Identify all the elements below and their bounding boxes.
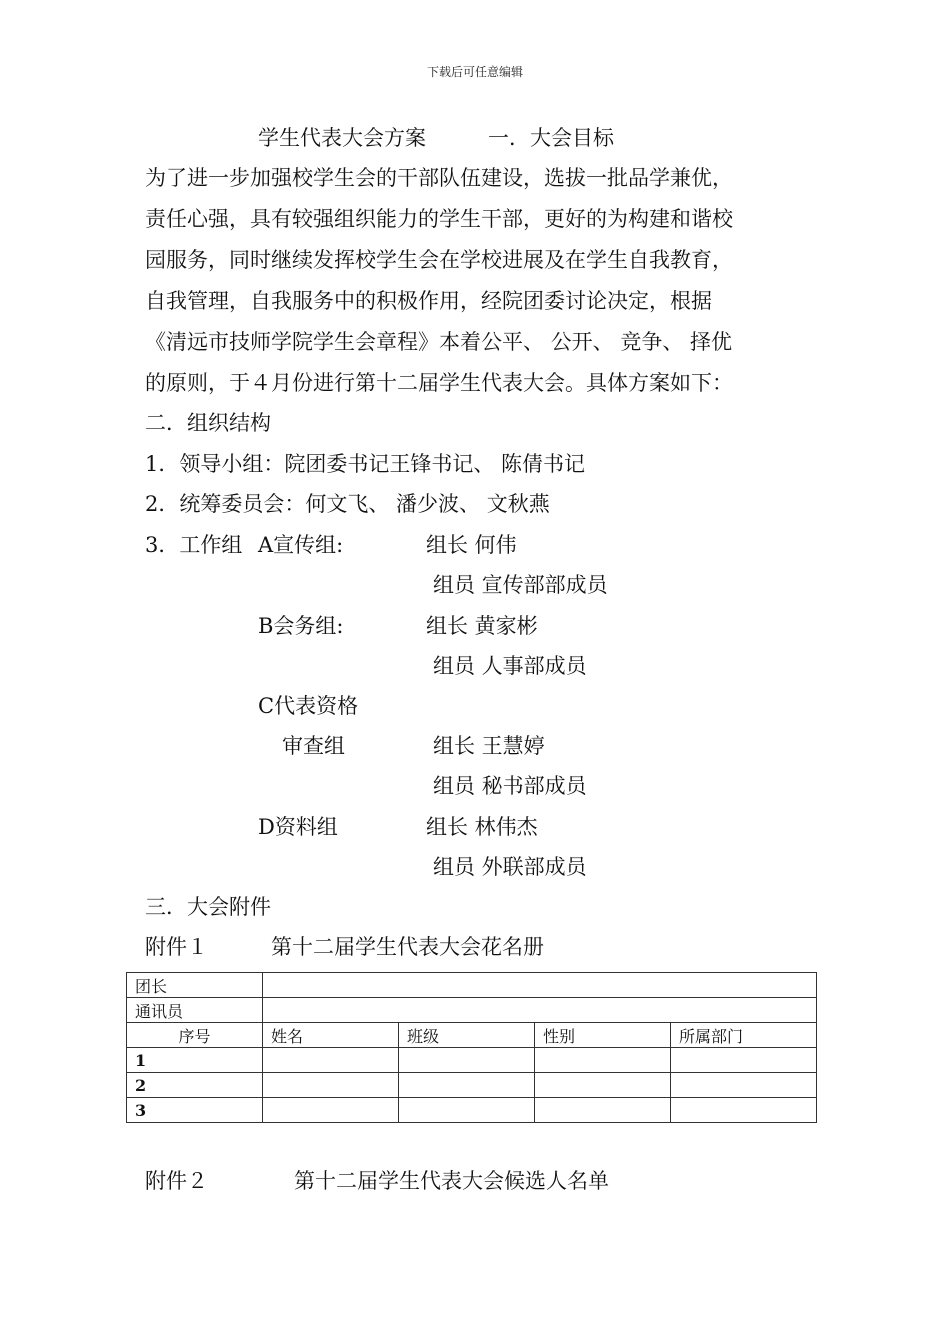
column-header-gender: 性别 (535, 1023, 671, 1048)
table-cell (535, 1098, 671, 1123)
group-c-members: 组员 秘书部成员 (433, 774, 587, 798)
table-cell (671, 1098, 817, 1123)
group-a-members: 组员 宣传部部成员 (433, 573, 608, 597)
column-header-class: 班级 (399, 1023, 535, 1048)
row-number: 3 (127, 1098, 263, 1123)
correspondent-label-cell: 通讯员 (127, 998, 263, 1023)
attachment-2-title: 第十二届学生代表大会候选人名单 (294, 1169, 609, 1193)
attachment-1-label: 附件１ (145, 935, 208, 959)
table-cell (671, 1073, 817, 1098)
table-cell (263, 1098, 399, 1123)
table-row (127, 1098, 817, 1123)
work-group-label: 3．工作组 (145, 533, 243, 557)
roster-table (126, 972, 817, 1123)
column-header-department: 所属部门 (671, 1023, 817, 1048)
document-title: 学生代表大会方案 (258, 126, 426, 150)
group-b-name: B会务组: (258, 614, 344, 638)
table-cell (399, 1073, 535, 1098)
leadership-group: 1．领导小组：院团委书记王锋书记、 陈倩书记 (145, 452, 586, 476)
leader-value-cell (263, 973, 817, 998)
intro-line: 为了进一步加强校学生会的干部队伍建设，选拔一批品学兼优， (145, 166, 733, 190)
column-header-name: 姓名 (263, 1023, 399, 1048)
attachment-2-label: 附件２ (145, 1169, 208, 1193)
coordination-committee: 2．统筹委员会：何文飞、 潘少波、 文秋燕 (145, 492, 550, 516)
table-cell (535, 1073, 671, 1098)
table-cell (263, 1073, 399, 1098)
group-c-name-cont: 审查组 (282, 734, 345, 758)
group-a-leader: 组长 何伟 (426, 533, 517, 557)
table-cell (263, 1048, 399, 1073)
section-2-heading: 二．组织结构 (145, 411, 271, 435)
table-cell (671, 1048, 817, 1073)
intro-line: 《清远市技师学院学生会章程》本着公平、 公开、 竞争、 择优 (145, 330, 733, 354)
row-number: 1 (127, 1048, 263, 1073)
table-cell (399, 1098, 535, 1123)
column-header-number: 序号 (127, 1023, 263, 1048)
intro-line: 的原则，于４月份进行第十二届学生代表大会。具体方案如下： (145, 371, 733, 395)
intro-line: 自我管理，自我服务中的积极作用，经院团委讨论决定，根据 (145, 289, 712, 313)
intro-line: 责任心强，具有较强组织能力的学生干部，更好的为构建和谐校 (145, 207, 733, 231)
table-cell (399, 1048, 535, 1073)
group-c-name: C代表资格 (258, 694, 359, 718)
intro-line: 园服务，同时继续发挥校学生会在学校进展及在学生自我教育， (145, 248, 733, 272)
group-d-leader: 组长 林伟杰 (426, 815, 538, 839)
table-cell (535, 1048, 671, 1073)
page-header-note: 下载后可任意编辑 (426, 65, 523, 79)
table-row (127, 973, 817, 998)
table-row (127, 1073, 817, 1098)
section-3-heading: 三．大会附件 (145, 895, 271, 919)
attachment-1-title: 第十二届学生代表大会花名册 (271, 935, 544, 959)
section-1-heading: 一．大会目标 (488, 126, 614, 150)
table-row (127, 998, 817, 1023)
group-b-leader: 组长 黄家彬 (426, 614, 538, 638)
group-d-members: 组员 外联部成员 (433, 855, 587, 879)
table-header-row (127, 1023, 817, 1048)
group-b-members: 组员 人事部成员 (433, 654, 587, 678)
group-c-leader: 组长 王慧婷 (433, 734, 545, 758)
leader-label-cell: 团长 (127, 973, 263, 998)
group-d-name: D资料组 (258, 815, 338, 839)
correspondent-value-cell (263, 998, 817, 1023)
group-a-name: A宣传组: (258, 533, 344, 557)
row-number: 2 (127, 1073, 263, 1098)
table-row (127, 1048, 817, 1073)
